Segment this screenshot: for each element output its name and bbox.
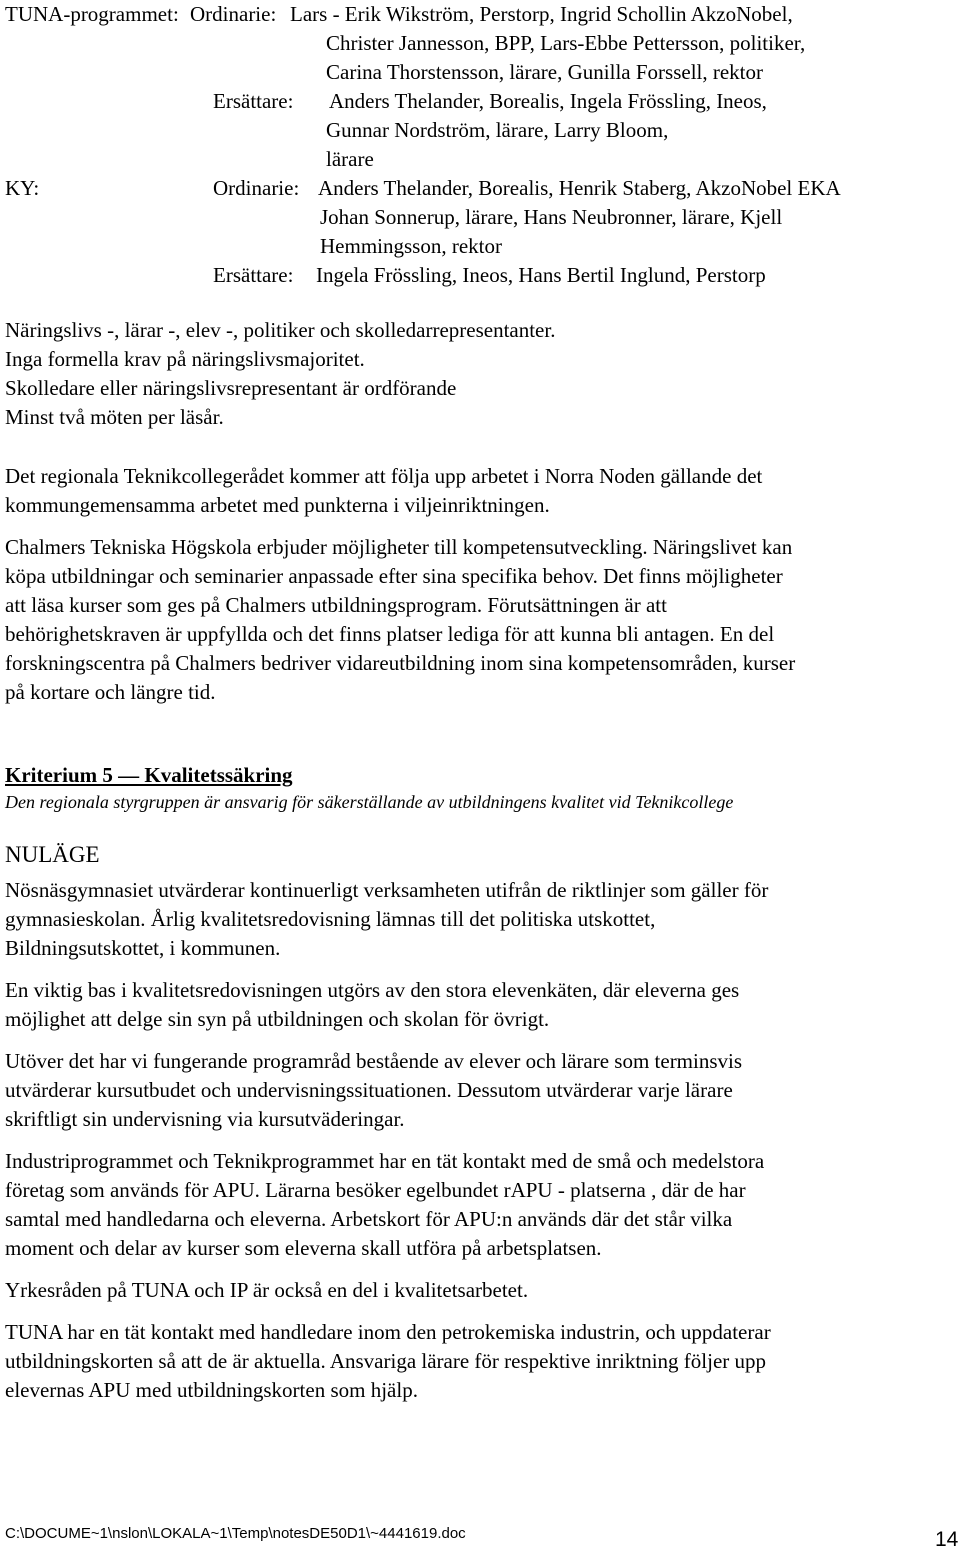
tuna-ersattare-line: Gunnar Nordström, lärare, Larry Bloom, xyxy=(326,118,669,142)
tuna-ersattare-label: Ersättare: xyxy=(213,89,294,113)
paragraph-line: Det regionala Teknikcollegerådet kommer att följa upp arbetet i Norra Noden gällande det xyxy=(5,464,763,488)
paragraph-line: Bildningsutskottet, i kommunen. xyxy=(5,936,281,960)
paragraph-line: samtal med handledarna och eleverna. Arbetskort för APU:n används där det står vilka xyxy=(5,1207,733,1231)
ky-ersattare-label: Ersättare: xyxy=(213,263,294,287)
tuna-ordinarie-line: Carina Thorstensson, lärare, Gunilla Forssell, rektor xyxy=(326,60,764,84)
paragraph-line: utvärderar kursutbudet och undervisningssituationen. Dessutom utvärderar varje lärare xyxy=(5,1078,733,1102)
ky-ordinarie-label: Ordinarie: xyxy=(213,176,300,200)
paragraph-line: gymnasieskolan. Årlig kvalitetsredovisning lämnas till det politiska utskottet, xyxy=(5,907,656,931)
tuna-ordinarie-line: Lars - Erik Wikström, Perstorp, Ingrid Schollin AkzoNobel, xyxy=(290,2,793,26)
tuna-label: TUNA-programmet: xyxy=(5,2,179,26)
paragraph-line: Nösnäsgymnasiet utvärderar kontinuerligt verksamheten utifrån de riktlinjer som gäller för xyxy=(5,878,769,902)
paragraph-line: kommungemensamma arbetet med punkterna i viljeinriktningen. xyxy=(5,493,550,517)
paragraph-chalmers xyxy=(5,533,955,707)
nulage-paragraph xyxy=(5,1276,955,1305)
ky-ersattare-text: Ingela Frössling, Ineos, Hans Bertil Inglund, Perstorp xyxy=(316,263,766,287)
paragraph-line: TUNA har en tät kontakt med handledare inom den petrokemiska industrin, och uppdaterar xyxy=(5,1320,771,1344)
tuna-ersattare-line: lärare xyxy=(326,147,374,171)
composition-list xyxy=(5,316,955,432)
nulage-paragraph xyxy=(5,976,955,1034)
nulage-paragraph xyxy=(5,876,955,963)
paragraph-line: behörighetskraven är uppfyllda och det finns platser lediga för att kunna bli antagen. En del xyxy=(5,622,775,646)
paragraph-line: En viktig bas i kvalitetsredovisningen utgörs av den stora elevenkäten, där eleverna ges xyxy=(5,978,740,1002)
tuna-ordinarie-label: Ordinarie: xyxy=(190,2,277,26)
nulage-paragraph xyxy=(5,1147,955,1263)
composition-line: Inga formella krav på näringslivsmajoritet. xyxy=(5,347,365,371)
paragraph-line: Utöver det har vi fungerande programråd bestående av elever och lärare som terminsvis xyxy=(5,1049,743,1073)
paragraph-line: skriftligt sin undervisning via kursutväderingar. xyxy=(5,1107,405,1131)
paragraph-teknikcollegeradet xyxy=(5,462,955,520)
paragraph-line: på kortare och längre tid. xyxy=(5,680,216,704)
paragraph-line: moment och delar av kurser som eleverna skall utföra på arbetsplatsen. xyxy=(5,1236,602,1260)
ky-ordinarie-line: Hemmingsson, rektor xyxy=(320,234,502,258)
nulage-paragraph xyxy=(5,1047,955,1134)
composition-line: Skolledare eller näringslivsrepresentant är ordförande xyxy=(5,376,457,400)
paragraph-line: företag som används för APU. Lärarna besöker egelbundet rAPU - platserna , där de har xyxy=(5,1178,746,1202)
nulage-paragraph xyxy=(5,1318,955,1405)
footer-file-path: C:\DOCUME~1\nslon\LOKALA~1\Temp\notesDE50D1\~4441619.doc xyxy=(5,1525,466,1542)
criterion-subtitle: Den regionala styrgruppen är ansvarig för säkerställande av utbildningens kvalitet vid Teknikcollege xyxy=(5,792,734,812)
paragraph-line: utbildningskorten så att de är aktuella. Ansvariga lärare för respektive inriktning följer upp xyxy=(5,1349,767,1373)
tuna-ersattare-line: Anders Thelander, Borealis, Ingela Frössling, Ineos, xyxy=(329,89,767,113)
nulage-heading: NULÄGE xyxy=(5,842,100,867)
paragraph-line: köpa utbildningar och seminarier anpassade efter sina specifika behov. Det finns möjligheter xyxy=(5,564,783,588)
paragraph-line: att läsa kurser som ges på Chalmers utbildningsprogram. Förutsättningen är att xyxy=(5,593,667,617)
paragraph-line: Chalmers Tekniska Högskola erbjuder möjligheter till kompetensutveckling. Näringslivet kan xyxy=(5,535,793,559)
criterion-title: Kriterium 5 — Kvalitetssäkring xyxy=(5,763,293,787)
ky-ordinarie-line: Anders Thelander, Borealis, Henrik Staberg, AkzoNobel EKA xyxy=(318,176,841,200)
composition-line: Minst två möten per läsår. xyxy=(5,405,224,429)
ky-ordinarie-line: Johan Sonnerup, lärare, Hans Neubronner, lärare, Kjell xyxy=(320,205,783,229)
paragraph-line: möjlighet att delge sin syn på utbildningen och skolan för övrigt. xyxy=(5,1007,550,1031)
ky-label: KY: xyxy=(5,176,40,200)
page-number: 14 xyxy=(935,1528,959,1551)
tuna-ordinarie-line: Christer Jannesson, BPP, Lars-Ebbe Pettersson, politiker, xyxy=(326,31,806,55)
paragraph-line: Industriprogrammet och Teknikprogrammet har en tät kontakt med de små och medelstora xyxy=(5,1149,765,1173)
paragraph-line: forskningscentra på Chalmers bedriver vidareutbildning inom sina kompetensområden, kurser xyxy=(5,651,796,675)
composition-line: Näringslivs -, lärar -, elev -, politiker och skolledarrepresentanter. xyxy=(5,318,556,342)
paragraph-line: elevernas APU med utbildningskorten som hjälp. xyxy=(5,1378,418,1402)
paragraph-line: Yrkesråden på TUNA och IP är också en del i kvalitetsarbetet. xyxy=(5,1278,529,1302)
